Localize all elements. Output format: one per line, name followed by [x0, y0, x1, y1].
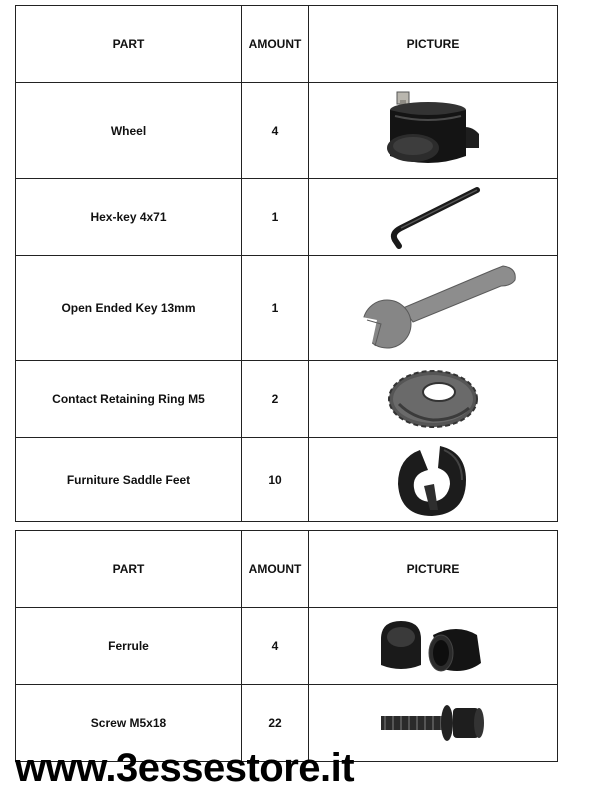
open-ended-wrench-icon: [343, 260, 523, 356]
table-header-row: [16, 6, 558, 83]
part-amount: 22: [242, 685, 309, 762]
part-name: Contact Retaining Ring M5: [16, 361, 242, 438]
table-row: [16, 361, 558, 438]
table-row: [16, 608, 558, 685]
header-part: PART: [16, 531, 242, 608]
ferrule-cap-icon: [373, 613, 493, 679]
header-picture: PICTURE: [309, 531, 558, 608]
part-name: Screw M5x18: [16, 685, 242, 762]
part-name: Ferrule: [16, 608, 242, 685]
hex-key-icon: [383, 182, 483, 252]
table-header-row: [16, 531, 558, 608]
header-picture: PICTURE: [309, 6, 558, 83]
table-row: [16, 256, 558, 361]
part-amount: 1: [242, 179, 309, 256]
parts-table-2: [15, 530, 558, 762]
parts-table-1: [15, 5, 558, 522]
retaining-ring-icon: [383, 364, 483, 434]
header-part: PART: [16, 6, 242, 83]
part-amount: 4: [242, 83, 309, 179]
table-row: [16, 438, 558, 522]
part-name: Wheel: [16, 83, 242, 179]
header-amount: AMOUNT: [242, 6, 309, 83]
part-amount: 2: [242, 361, 309, 438]
screw-icon: [373, 698, 493, 748]
part-picture: [309, 608, 558, 685]
table-row: [16, 83, 558, 179]
part-picture: [309, 361, 558, 438]
part-picture: [309, 179, 558, 256]
caster-wheel-icon: [373, 86, 493, 176]
website-watermark: www.3essestore.it: [15, 746, 355, 790]
header-amount: AMOUNT: [242, 531, 309, 608]
part-picture: [309, 438, 558, 522]
part-name: Open Ended Key 13mm: [16, 256, 242, 361]
table-row: [16, 179, 558, 256]
part-name: Furniture Saddle Feet: [16, 438, 242, 522]
part-amount: 1: [242, 256, 309, 361]
part-amount: 10: [242, 438, 309, 522]
part-amount: 4: [242, 608, 309, 685]
saddle-foot-icon: [388, 440, 478, 520]
part-picture: [309, 83, 558, 179]
part-name: Hex-key 4x71: [16, 179, 242, 256]
part-picture: [309, 256, 558, 361]
